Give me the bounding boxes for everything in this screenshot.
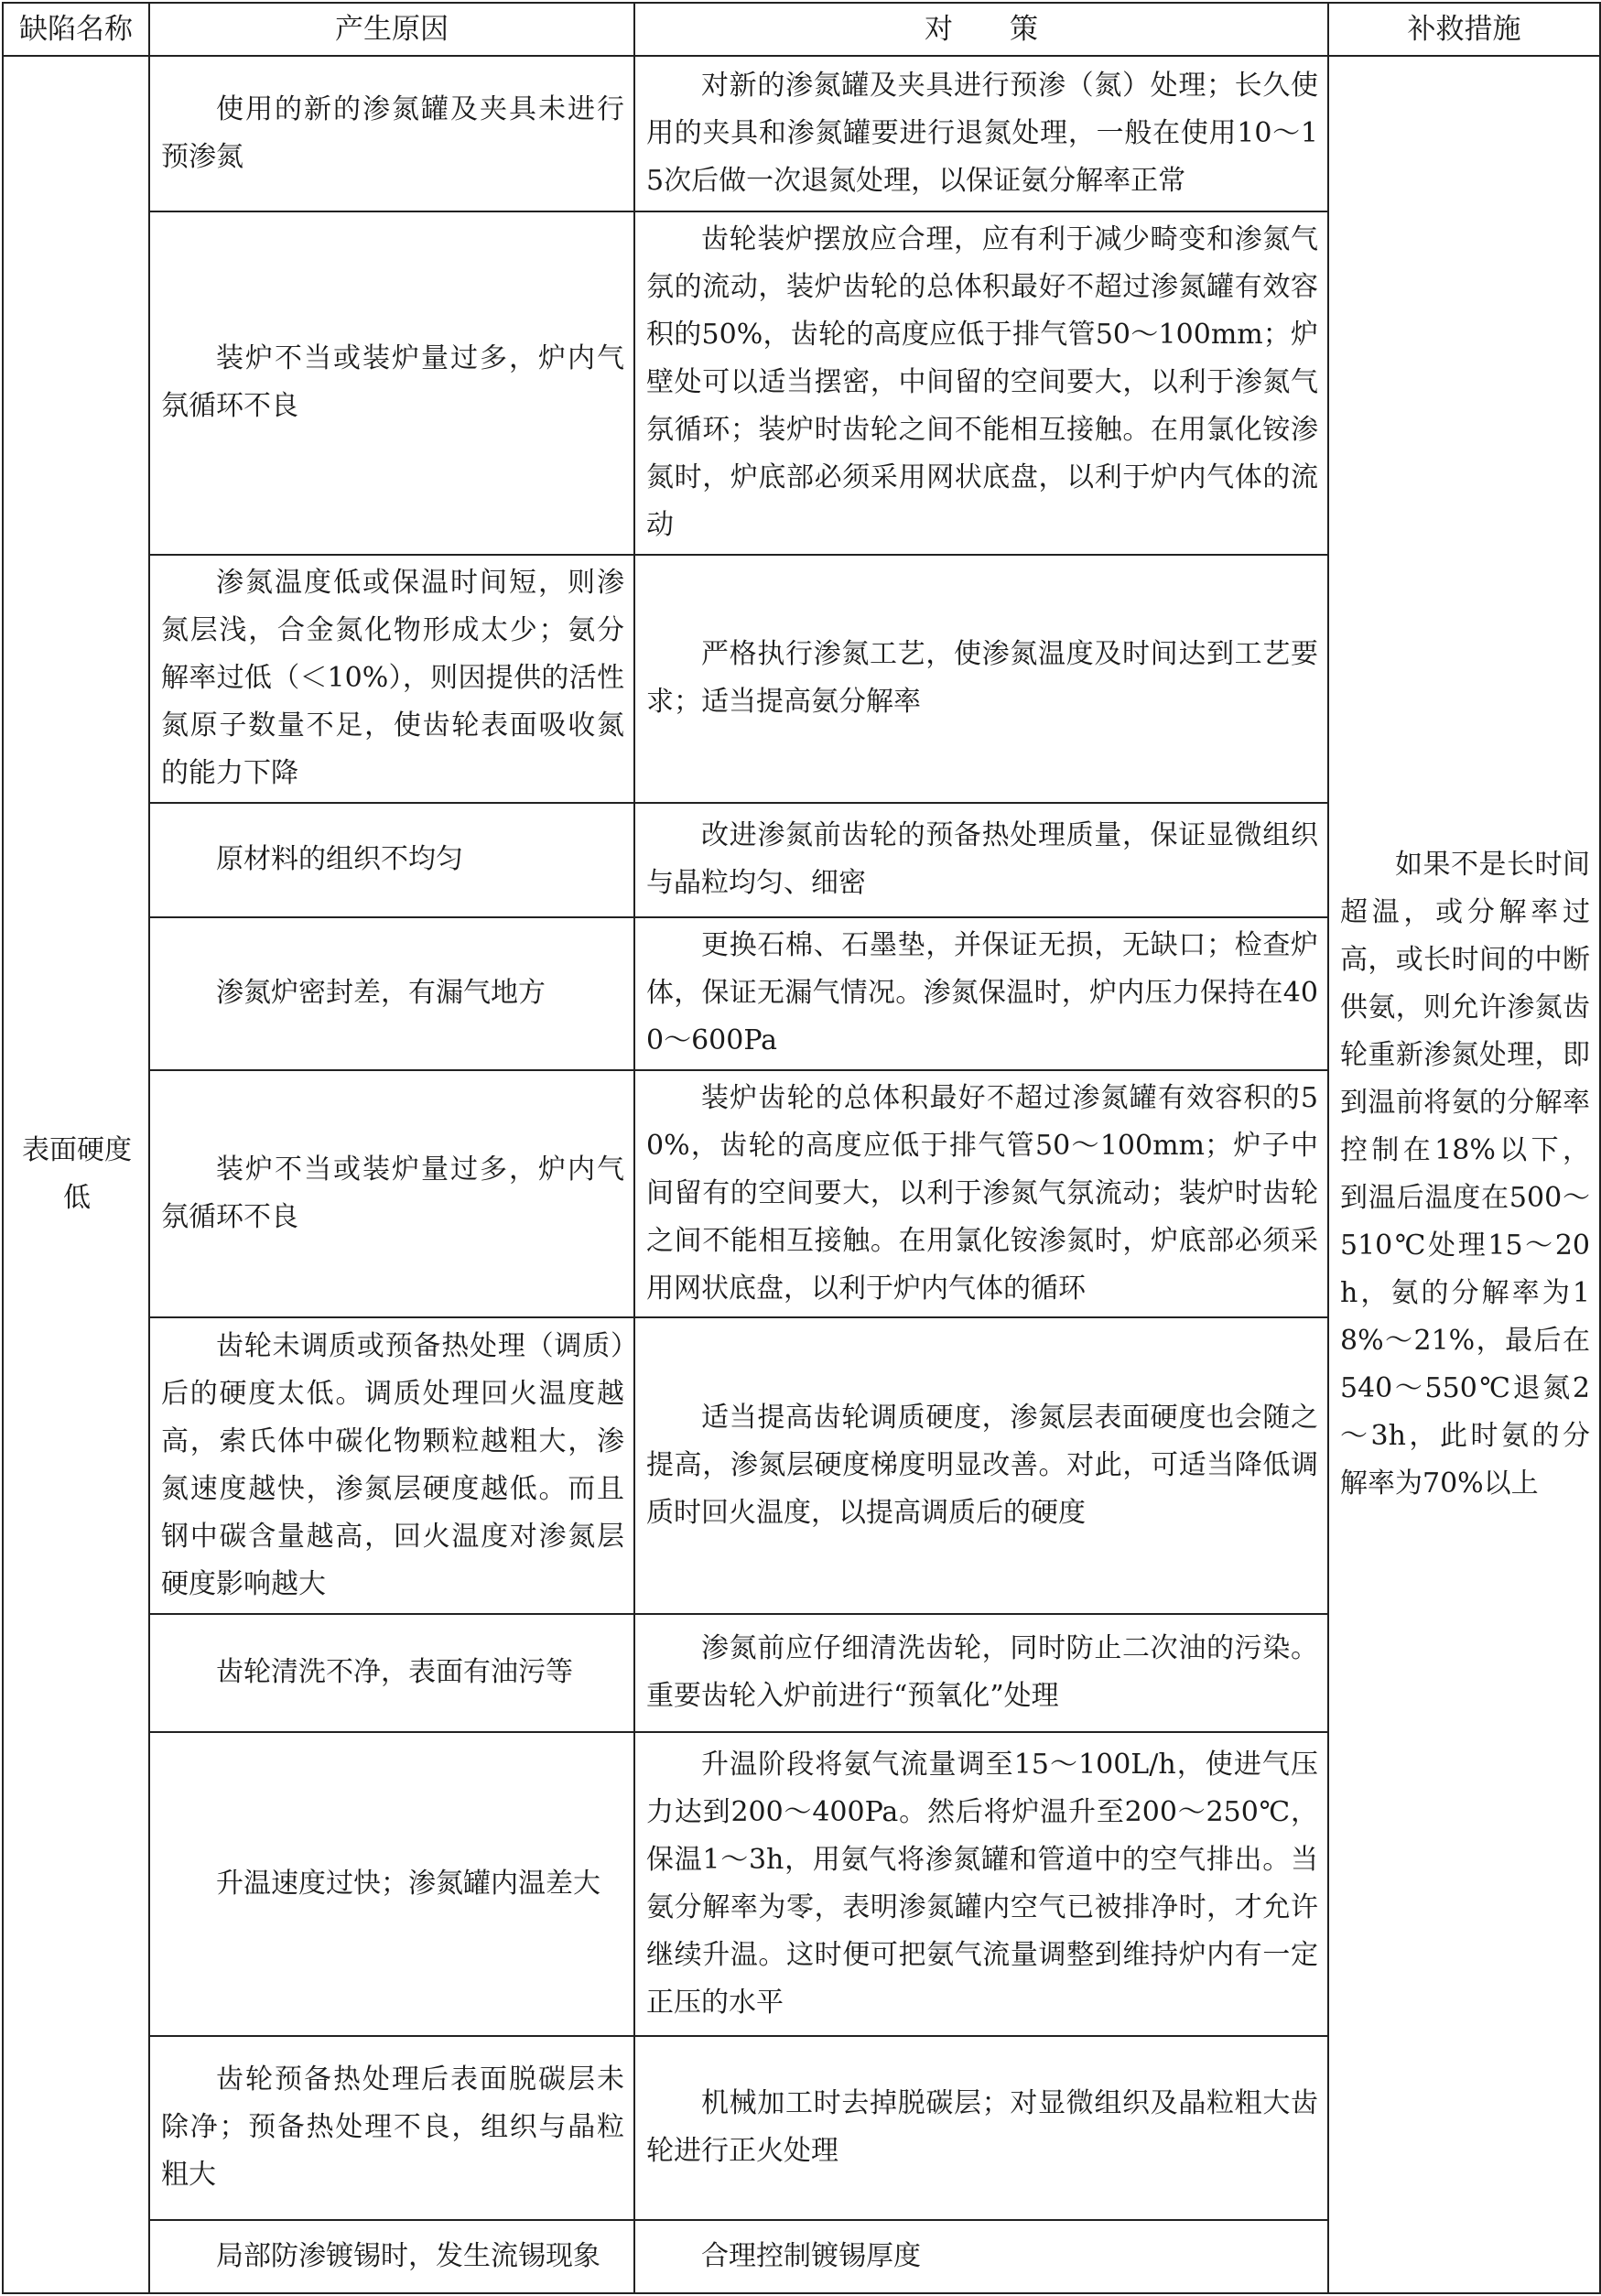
cause-cell: 局部防渗镀锡时，发生流锡现象: [149, 2220, 634, 2293]
measure-cell: 装炉齿轮的总体积最好不超过渗氮罐有效容积的50%，齿轮的高度应低于排气管50～100mm；炉子中间留有的空间要大，以利于渗氮气氛流动；装炉时齿轮之间不能相互接触。在用氯化铵渗氮时，炉底部必须采用网状底盘，以利于炉内气体的循环: [634, 1070, 1328, 1318]
cause-cell: 齿轮预备热处理后表面脱碳层未除净；预备热处理不良，组织与晶粒粗大: [149, 2036, 634, 2220]
cause-cell: 装炉不当或装炉量过多，炉内气氛循环不良: [149, 211, 634, 555]
header-row: [3, 3, 1600, 56]
defect-table: [2, 2, 1601, 2294]
measure-cell: 改进渗氮前齿轮的预备热处理质量，保证显微组织与晶粒均匀、细密: [634, 803, 1328, 917]
cause-cell: 渗氮炉密封差，有漏气地方: [149, 917, 634, 1070]
table-row: [3, 56, 1600, 211]
measure-cell: 更换石棉、石墨垫，并保证无损，无缺口；检查炉体，保证无漏气情况。渗氮保温时，炉内压力保持在400～600Pa: [634, 917, 1328, 1070]
defect-name-cell: 表面硬度低: [3, 56, 149, 2293]
cause-cell: 使用的新的渗氮罐及夹具未进行预渗氮: [149, 56, 634, 211]
header-remedy: 补救措施: [1328, 3, 1600, 56]
remedy-cell: 如果不是长时间超温，或分解率过高，或长时间的中断供氨，则允许渗氮齿轮重新渗氮处理，即到温前将氨的分解率控制在18%以下，到温后温度在500～510℃处理15～20h，氨的分解率为18%～21%，最后在540～550℃退氮2～3h，此时氨的分解率为70%以上: [1328, 56, 1600, 2293]
measure-cell: 齿轮装炉摆放应合理，应有利于减少畸变和渗氮气氛的流动，装炉齿轮的总体积最好不超过渗氮罐有效容积的50%，齿轮的高度应低于排气管50～100mm；炉壁处可以适当摆密，中间留的空间要大，以利于渗氮气氛循环；装炉时齿轮之间不能相互接触。在用氯化铵渗氮时，炉底部必须采用网状底盘，以利于炉内气体的流动: [634, 211, 1328, 555]
measure-cell: 渗氮前应仔细清洗齿轮，同时防止二次油的污染。重要齿轮入炉前进行“预氧化”处理: [634, 1614, 1328, 1732]
measure-cell: 严格执行渗氮工艺，使渗氮温度及时间达到工艺要求；适当提高氨分解率: [634, 555, 1328, 803]
header-defect-name: 缺陷名称: [3, 3, 149, 56]
header-cause: 产生原因: [149, 3, 634, 56]
measure-cell: 机械加工时去掉脱碳层；对显微组织及晶粒粗大齿轮进行正火处理: [634, 2036, 1328, 2220]
measure-cell: 适当提高齿轮调质硬度，渗氮层表面硬度也会随之提高，渗氮层硬度梯度明显改善。对此，可适当降低调质时回火温度，以提高调质后的硬度: [634, 1317, 1328, 1613]
cause-cell: 齿轮未调质或预备热处理（调质）后的硬度太低。调质处理回火温度越高，索氏体中碳化物颗粒越粗大，渗氮速度越快，渗氮层硬度越低。而且钢中碳含量越高，回火温度对渗氮层硬度影响越大: [149, 1317, 634, 1613]
cause-cell: 原材料的组织不均匀: [149, 803, 634, 917]
header-countermeasure: 对 策: [634, 3, 1328, 56]
cause-cell: 升温速度过快；渗氮罐内温差大: [149, 1732, 634, 2036]
measure-cell: 对新的渗氮罐及夹具进行预渗（氮）处理；长久使用的夹具和渗氮罐要进行退氮处理，一般在使用10～15次后做一次退氮处理，以保证氨分解率正常: [634, 56, 1328, 211]
measure-cell: 合理控制镀锡厚度: [634, 2220, 1328, 2293]
cause-cell: 齿轮清洗不净，表面有油污等: [149, 1614, 634, 1732]
cause-cell: 渗氮温度低或保温时间短，则渗氮层浅，合金氮化物形成太少；氨分解率过低（＜10%），则因提供的活性氮原子数量不足，使齿轮表面吸收氮的能力下降: [149, 555, 634, 803]
cause-cell: 装炉不当或装炉量过多，炉内气氛循环不良: [149, 1070, 634, 1318]
measure-cell: 升温阶段将氨气流量调至15～100L/h，使进气压力达到200～400Pa。然后将炉温升至200～250℃，保温1～3h，用氨气将渗氮罐和管道中的空气排出。当氨分解率为零，表明渗氮罐内空气已被排净时，才允许继续升温。这时便可把氨气流量调整到维持炉内有一定正压的水平: [634, 1732, 1328, 2036]
